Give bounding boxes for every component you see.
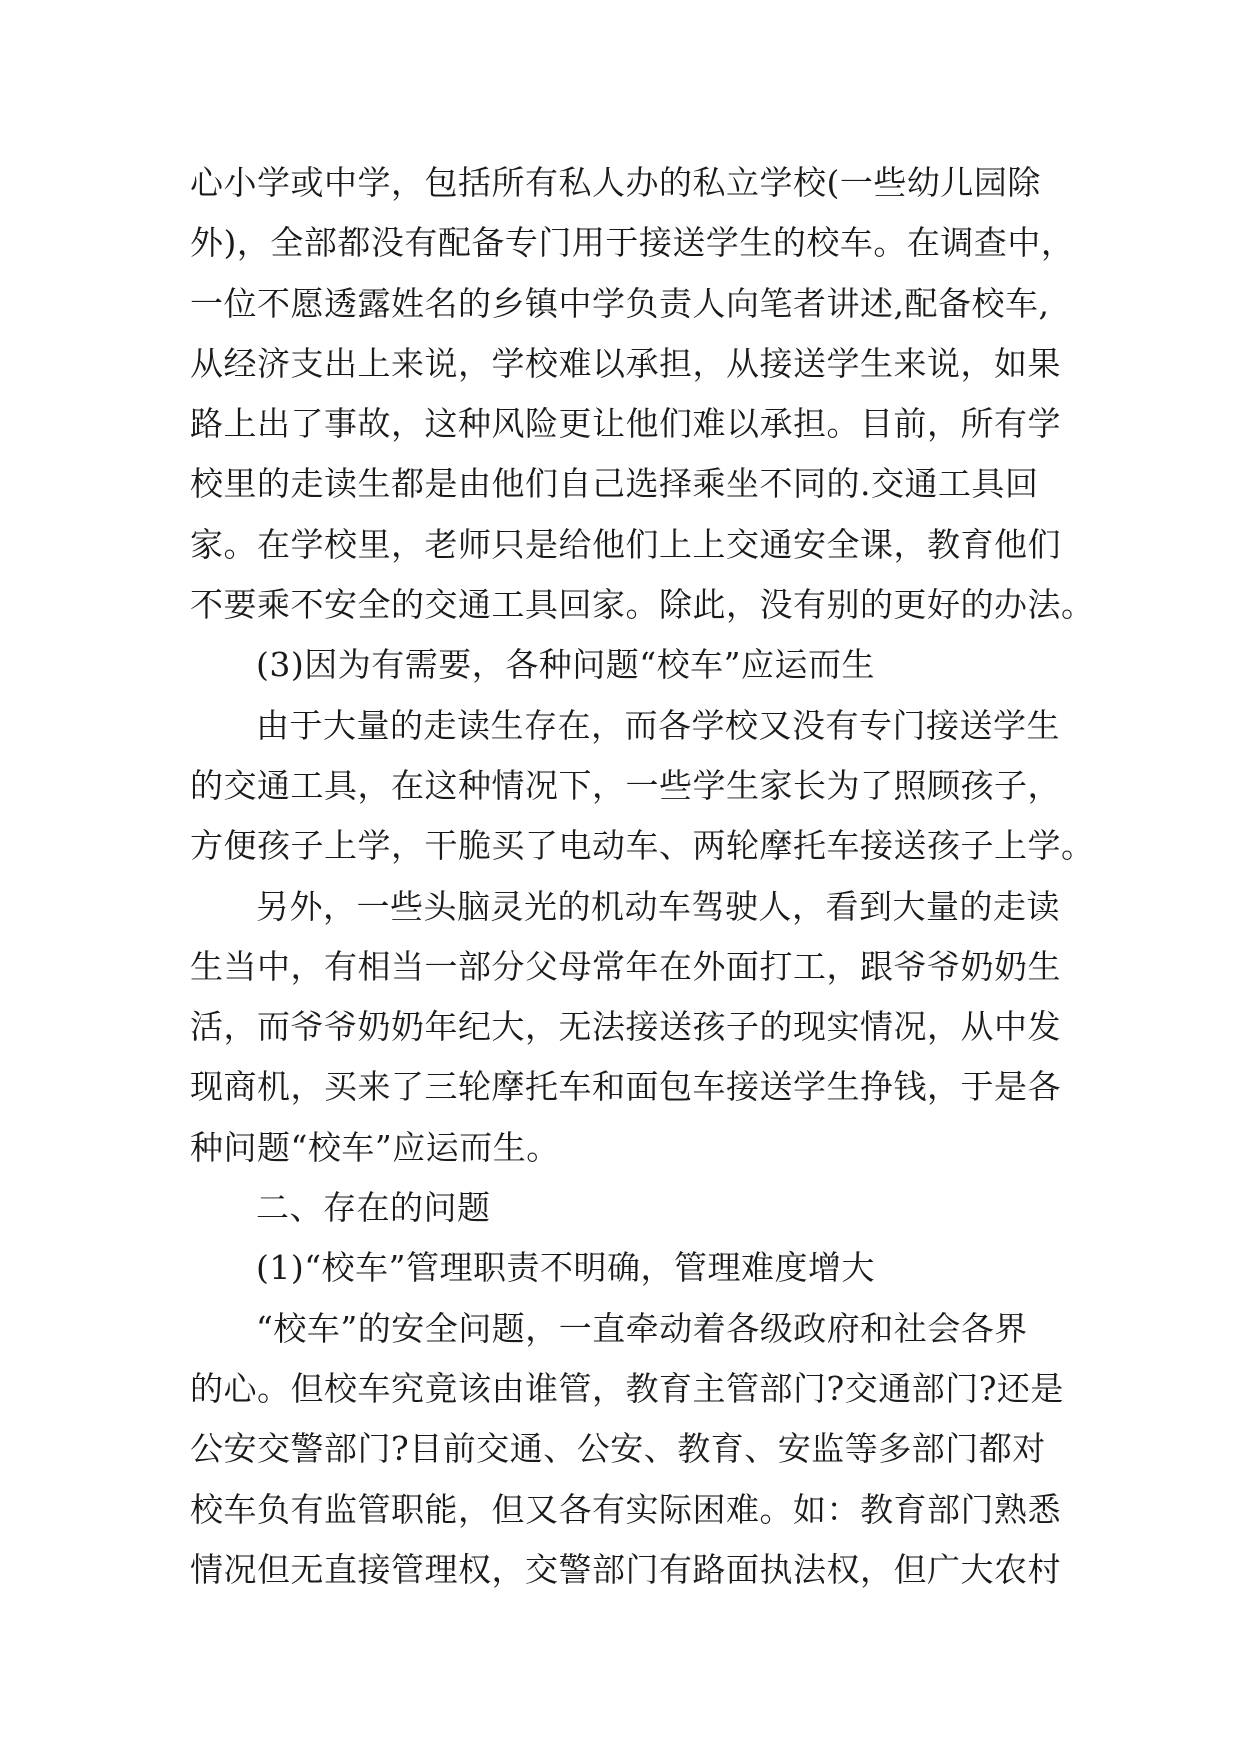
text-line: 方便孩子上学，干脆买了电动车、两轮摩托车接送孩子上学。 — [190, 826, 1095, 866]
text-line: 校车负有监管职能，但又各有实际困难。如：教育部门熟悉 — [190, 1489, 1061, 1529]
text-line: 情况但无直接管理权，交警部门有路面执法权，但广大农村 — [190, 1549, 1061, 1589]
text-line: 种问题“校车”应运而生。 — [190, 1127, 560, 1167]
text-line: 的交通工具，在这种情况下，一些学生家长为了照顾孩子， — [190, 765, 1061, 805]
text-line: 二、存在的问题 — [256, 1188, 491, 1228]
text-line: (1)“校车”管理职责不明确，管理难度增大 — [256, 1248, 875, 1288]
text-line: 心小学或中学，包括所有私人办的私立学校(一些幼儿园除 — [190, 163, 1041, 202]
text-line: 现商机，买来了三轮摩托车和面包车接送学生挣钱，于是各 — [190, 1067, 1061, 1107]
text-line: (3)因为有需要，各种问题“校车”应运而生 — [256, 645, 875, 685]
text-line: 外)，全部都没有配备专门用于接送学生的校车。在调查中， — [190, 223, 1075, 263]
text-line: 家。在学校里，老师只是给他们上上交通安全课，教育他们 — [190, 524, 1061, 564]
text-line: 由于大量的走读生存在，而各学校又没有专门接送学生 — [256, 705, 1060, 745]
text-line: 另外，一些头脑灵光的机动车驾驶人，看到大量的走读 — [256, 886, 1060, 926]
text-line: 的心。但校车究竟该由谁管，教育主管部门?交通部门?还是 — [190, 1368, 1064, 1408]
text-line: 从经济支出上来说，学校难以承担，从接送学生来说，如果 — [190, 343, 1061, 383]
text-line: 活，而爷爷奶奶年纪大，无法接送孩子的现实情况，从中发 — [190, 1007, 1061, 1047]
text-line: 校里的走读生都是由他们自己选择乘坐不同的.交通工具回 — [190, 464, 1039, 504]
text-line: 不要乘不安全的交通工具回家。除此，没有别的更好的办法。 — [190, 585, 1095, 625]
text-line: 路上出了事故，这种风险更让他们难以承担。目前，所有学 — [190, 404, 1061, 444]
body-text — [190, 163, 1095, 1610]
text-line: “校车”的安全问题，一直牵动着各级政府和社会各界 — [256, 1308, 1028, 1348]
text-line: 一位不愿透露姓名的乡镇中学负责人向笔者讲述,配备校车, — [190, 283, 1050, 323]
text-line: 公安交警部门?目前交通、公安、教育、安监等多部门都对 — [190, 1429, 1046, 1469]
text-line: 生当中，有相当一部分父母常年在外面打工，跟爷爷奶奶生 — [190, 946, 1061, 986]
